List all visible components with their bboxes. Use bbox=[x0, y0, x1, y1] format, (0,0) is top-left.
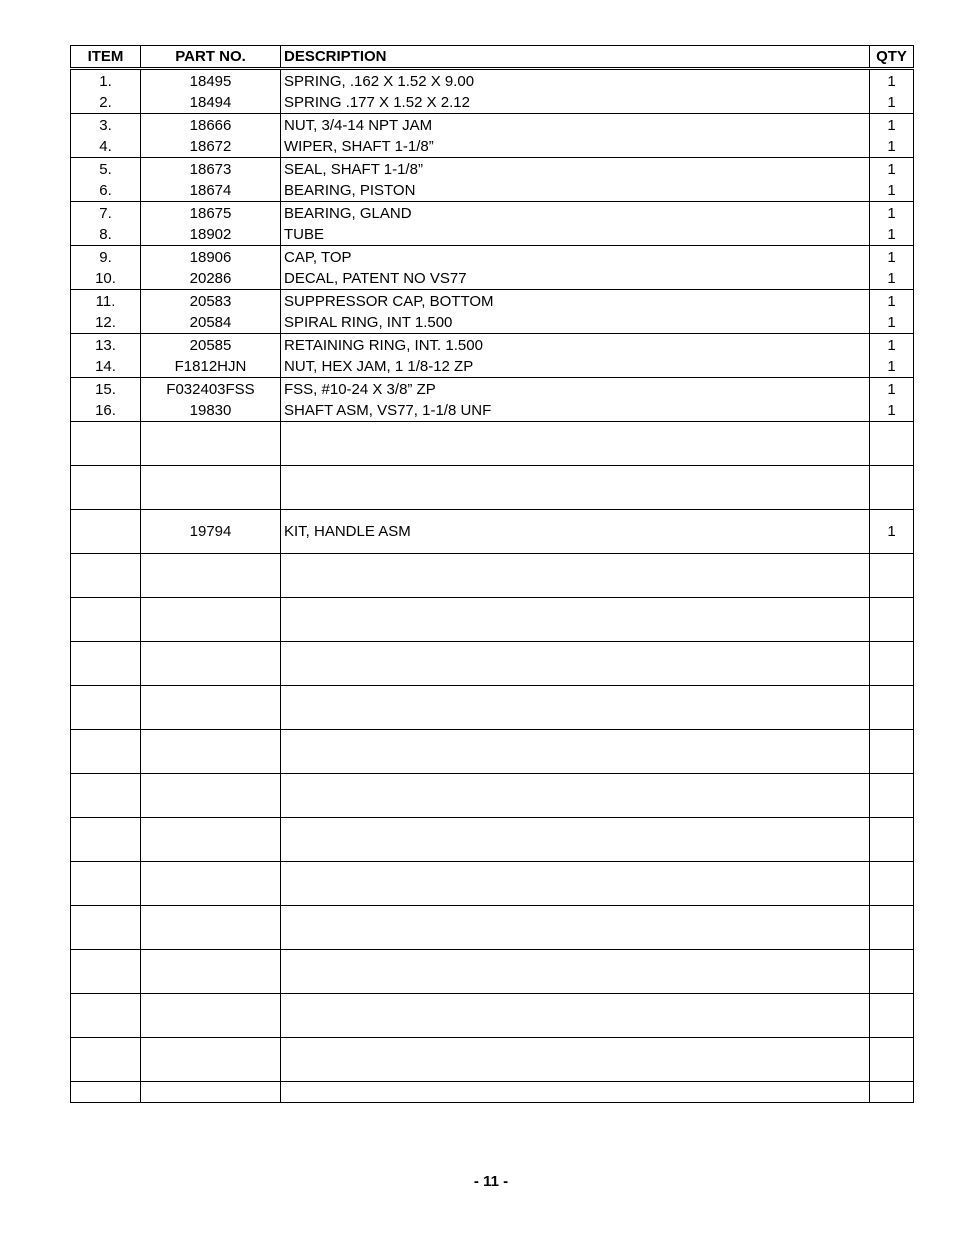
qty-cell: 1 bbox=[870, 114, 914, 137]
item-cell bbox=[71, 422, 141, 466]
qty-cell: 1 bbox=[870, 92, 914, 114]
table-row bbox=[71, 554, 914, 598]
description-cell: NUT, 3/4-14 NPT JAM bbox=[281, 114, 870, 137]
part-no-cell bbox=[141, 1082, 281, 1103]
table-row bbox=[71, 268, 914, 290]
table-row bbox=[71, 180, 914, 202]
table-row bbox=[71, 246, 914, 269]
description-cell: RETAINING RING, INT. 1.500 bbox=[281, 334, 870, 357]
item-cell: 1. bbox=[71, 69, 141, 93]
qty-cell bbox=[870, 598, 914, 642]
description-cell: WIPER, SHAFT 1-1/8” bbox=[281, 136, 870, 158]
item-cell: 2. bbox=[71, 92, 141, 114]
qty-cell: 1 bbox=[870, 136, 914, 158]
item-cell bbox=[71, 554, 141, 598]
description-cell bbox=[281, 686, 870, 730]
qty-cell: 1 bbox=[870, 378, 914, 401]
table-row bbox=[71, 290, 914, 313]
part-no-cell: 18673 bbox=[141, 158, 281, 181]
description-cell: SEAL, SHAFT 1-1/8” bbox=[281, 158, 870, 181]
part-no-cell bbox=[141, 818, 281, 862]
part-no-cell: 18494 bbox=[141, 92, 281, 114]
page-number: - 11 - bbox=[473, 1173, 509, 1190]
table-row bbox=[71, 158, 914, 181]
table-row bbox=[71, 202, 914, 225]
part-no-cell bbox=[141, 686, 281, 730]
item-cell: 5. bbox=[71, 158, 141, 181]
qty-cell: 1 bbox=[870, 69, 914, 93]
item-cell bbox=[71, 950, 141, 994]
table-row bbox=[71, 136, 914, 158]
part-no-cell bbox=[141, 862, 281, 906]
table-row bbox=[71, 466, 914, 510]
item-cell bbox=[71, 642, 141, 686]
part-no-cell bbox=[141, 422, 281, 466]
qty-cell bbox=[870, 1038, 914, 1082]
item-cell: 10. bbox=[71, 268, 141, 290]
table-row bbox=[71, 774, 914, 818]
table-row bbox=[71, 1082, 914, 1103]
qty-cell: 1 bbox=[870, 510, 914, 554]
qty-cell bbox=[870, 774, 914, 818]
qty-cell bbox=[870, 818, 914, 862]
item-cell bbox=[71, 510, 141, 554]
item-cell bbox=[71, 730, 141, 774]
part-no-cell bbox=[141, 598, 281, 642]
qty-cell: 1 bbox=[870, 356, 914, 378]
parts-list-body bbox=[71, 69, 914, 1103]
qty-cell bbox=[870, 1082, 914, 1103]
description-cell: SPRING .177 X 1.52 X 2.12 bbox=[281, 92, 870, 114]
item-cell: 12. bbox=[71, 312, 141, 334]
part-no-cell: 20584 bbox=[141, 312, 281, 334]
description-cell bbox=[281, 466, 870, 510]
part-no-cell: 18675 bbox=[141, 202, 281, 225]
part-no-cell bbox=[141, 994, 281, 1038]
item-cell bbox=[71, 774, 141, 818]
table-row bbox=[71, 400, 914, 422]
qty-cell bbox=[870, 906, 914, 950]
table-row bbox=[71, 994, 914, 1038]
description-cell: FSS, #10-24 X 3/8” ZP bbox=[281, 378, 870, 401]
table-row bbox=[71, 598, 914, 642]
description-cell bbox=[281, 774, 870, 818]
description-cell: SPRING, .162 X 1.52 X 9.00 bbox=[281, 69, 870, 93]
description-cell bbox=[281, 950, 870, 994]
qty-cell bbox=[870, 862, 914, 906]
table-row bbox=[71, 862, 914, 906]
item-cell: 7. bbox=[71, 202, 141, 225]
item-cell: 8. bbox=[71, 224, 141, 246]
part-no-cell: 20286 bbox=[141, 268, 281, 290]
item-cell bbox=[71, 818, 141, 862]
part-no-cell bbox=[141, 906, 281, 950]
table-row bbox=[71, 510, 914, 554]
item-cell bbox=[71, 862, 141, 906]
item-cell: 16. bbox=[71, 400, 141, 422]
table-row bbox=[71, 1038, 914, 1082]
part-no-cell: 20585 bbox=[141, 334, 281, 357]
description-cell: SUPPRESSOR CAP, BOTTOM bbox=[281, 290, 870, 313]
item-cell bbox=[71, 598, 141, 642]
item-cell bbox=[71, 994, 141, 1038]
description-cell bbox=[281, 1082, 870, 1103]
description-cell bbox=[281, 422, 870, 466]
part-no-cell: 18902 bbox=[141, 224, 281, 246]
qty-cell: 1 bbox=[870, 224, 914, 246]
part-no-cell bbox=[141, 774, 281, 818]
part-no-cell bbox=[141, 1038, 281, 1082]
header-description: DESCRIPTION bbox=[281, 46, 870, 69]
table-row bbox=[71, 378, 914, 401]
item-cell bbox=[71, 1038, 141, 1082]
item-cell: 14. bbox=[71, 356, 141, 378]
table-row bbox=[71, 334, 914, 357]
description-cell: BEARING, PISTON bbox=[281, 180, 870, 202]
description-cell bbox=[281, 598, 870, 642]
qty-cell: 1 bbox=[870, 400, 914, 422]
table-row bbox=[71, 224, 914, 246]
part-no-cell: 18666 bbox=[141, 114, 281, 137]
part-no-cell: 18672 bbox=[141, 136, 281, 158]
description-cell bbox=[281, 730, 870, 774]
qty-cell: 1 bbox=[870, 246, 914, 269]
item-cell: 3. bbox=[71, 114, 141, 137]
item-cell bbox=[71, 1082, 141, 1103]
table-row bbox=[71, 950, 914, 994]
item-cell bbox=[71, 466, 141, 510]
qty-cell: 1 bbox=[870, 158, 914, 181]
qty-cell: 1 bbox=[870, 312, 914, 334]
table-row bbox=[71, 92, 914, 114]
item-cell bbox=[71, 906, 141, 950]
description-cell bbox=[281, 1038, 870, 1082]
part-no-cell: 20583 bbox=[141, 290, 281, 313]
qty-cell bbox=[870, 994, 914, 1038]
qty-cell bbox=[870, 642, 914, 686]
description-cell bbox=[281, 906, 870, 950]
header-qty: QTY bbox=[870, 46, 914, 69]
qty-cell bbox=[870, 554, 914, 598]
header-part-no: PART NO. bbox=[141, 46, 281, 69]
qty-cell bbox=[870, 686, 914, 730]
description-cell bbox=[281, 862, 870, 906]
item-cell: 4. bbox=[71, 136, 141, 158]
table-row bbox=[71, 642, 914, 686]
item-cell: 15. bbox=[71, 378, 141, 401]
table-row bbox=[71, 730, 914, 774]
table-row bbox=[71, 686, 914, 730]
item-cell bbox=[71, 686, 141, 730]
part-no-cell: 18495 bbox=[141, 69, 281, 93]
qty-cell bbox=[870, 730, 914, 774]
part-no-cell: 19830 bbox=[141, 400, 281, 422]
part-no-cell: 18674 bbox=[141, 180, 281, 202]
qty-cell: 1 bbox=[870, 202, 914, 225]
description-cell: KIT, HANDLE ASM bbox=[281, 510, 870, 554]
part-no-cell: 19794 bbox=[141, 510, 281, 554]
part-no-cell: F1812HJN bbox=[141, 356, 281, 378]
qty-cell: 1 bbox=[870, 268, 914, 290]
item-cell: 6. bbox=[71, 180, 141, 202]
part-no-cell: F032403FSS bbox=[141, 378, 281, 401]
header-item: ITEM bbox=[71, 46, 141, 69]
item-cell: 11. bbox=[71, 290, 141, 313]
description-cell bbox=[281, 642, 870, 686]
description-cell: CAP, TOP bbox=[281, 246, 870, 269]
description-cell: SPIRAL RING, INT 1.500 bbox=[281, 312, 870, 334]
item-cell: 9. bbox=[71, 246, 141, 269]
description-cell: DECAL, PATENT NO VS77 bbox=[281, 268, 870, 290]
qty-cell: 1 bbox=[870, 290, 914, 313]
qty-cell: 1 bbox=[870, 334, 914, 357]
description-cell: NUT, HEX JAM, 1 1/8-12 ZP bbox=[281, 356, 870, 378]
description-cell bbox=[281, 818, 870, 862]
qty-cell bbox=[870, 466, 914, 510]
part-no-cell bbox=[141, 950, 281, 994]
table-row bbox=[71, 422, 914, 466]
part-no-cell bbox=[141, 730, 281, 774]
table-row bbox=[71, 69, 914, 93]
description-cell: SHAFT ASM, VS77, 1-1/8 UNF bbox=[281, 400, 870, 422]
parts-list-table bbox=[70, 45, 914, 1103]
table-row bbox=[71, 114, 914, 137]
table-row bbox=[71, 356, 914, 378]
table-row bbox=[71, 906, 914, 950]
part-no-cell: 18906 bbox=[141, 246, 281, 269]
description-cell bbox=[281, 554, 870, 598]
qty-cell: 1 bbox=[870, 180, 914, 202]
table-row bbox=[71, 818, 914, 862]
qty-cell bbox=[870, 422, 914, 466]
description-cell bbox=[281, 994, 870, 1038]
description-cell: TUBE bbox=[281, 224, 870, 246]
description-cell: BEARING, GLAND bbox=[281, 202, 870, 225]
part-no-cell bbox=[141, 554, 281, 598]
table-row bbox=[71, 312, 914, 334]
part-no-cell bbox=[141, 642, 281, 686]
part-no-cell bbox=[141, 466, 281, 510]
qty-cell bbox=[870, 950, 914, 994]
table-header-row bbox=[71, 46, 914, 69]
item-cell: 13. bbox=[71, 334, 141, 357]
